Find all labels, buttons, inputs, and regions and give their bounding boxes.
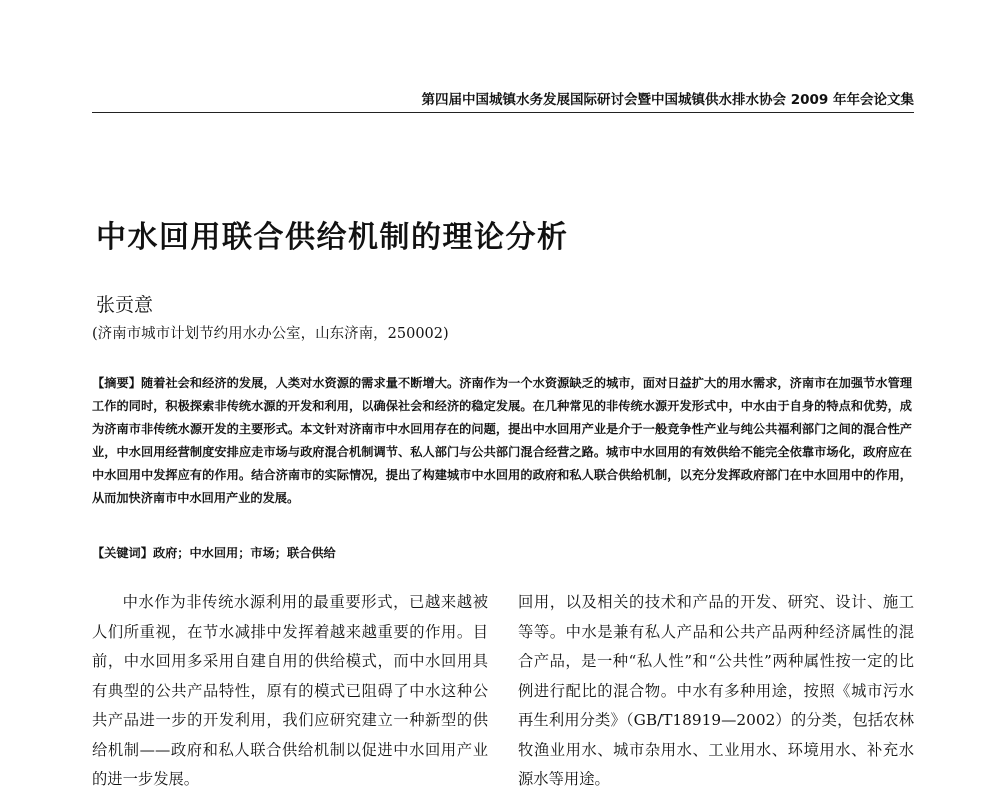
- body-right-column: 回用，以及相关的技术和产品的开发、研究、设计、施工等等。中水是兼有私人产品和公共产品两种经济属性的混合产品，是一种“私人性”和“公共性”两种属性按一定的比例进行配比的混合物。中水有多种用途，按照《城市污水再生利用分类》（GB/T18919—2002）的分类，包括农林牧渔业用水、城市杂用水、工业用水、环境用水、补充水源水等用途。: [518, 593, 914, 788]
- author-affiliation: (济南市城市计划节约用水办公室，山东济南，250002): [92, 326, 449, 342]
- keywords-label: 【关键词】: [92, 546, 153, 560]
- keywords: [92, 542, 912, 565]
- header-rule: [92, 112, 914, 113]
- abstract: [92, 372, 912, 510]
- abstract-label: 【摘要】: [92, 376, 141, 390]
- running-head: 第四届中国城镇水务发展国际研讨会暨中国城镇供水排水协会 2009 年年会论文集: [421, 92, 914, 108]
- abstract-text: 随着社会和经济的发展，人类对水资源的需求量不断增大。济南作为一个水资源缺乏的城市，面对日益扩大的用水需求，济南市在加强节水管理工作的同时，积极探索非传统水源的开发和利用，以确保社会和经济的稳定发展。在几种常见的非传统水源开发形式中，中水由于自身的特点和优势，成为济南市非传统水源开发的主要形式。本文针对济南市中水回用存在的问题，提出中水回用产业是介于一般竞争性产业与纯公共福利部门之间的混合性产业，中水回用经营制度安排应走市场与政府混合机制调节、私人部门与公共部门混合经营之路。城市中水回用的有效供给不能完全依靠市场化，政府应在中水回用中发挥应有的作用。结合济南市的实际情况，提出了构建城市中水回用的政府和私人联合供给机制，以充分发挥政府部门在中水回用中的作用，从而加快济南市中水回用产业的发展。: [92, 376, 913, 505]
- keywords-text: 政府；中水回用；市场；联合供给: [152, 546, 336, 560]
- paper-title: 中水回用联合供给机制的理论分析: [96, 220, 569, 255]
- body-left-column: 中水作为非传统水源利用的最重要形式，已越来越被人们所重视，在节水减排中发挥着越来越重要的作用。目前，中水回用多采用自建自用的供给模式，而中水回用具有典型的公共产品特性，原有的模式已阻碍了中水这种公共产品进一步的开发利用，我们应研究建立一种新型的供给机制——政府和私人联合供给机制以促进中水回用产业的进一步发展。: [92, 593, 488, 788]
- author-name: 张贡意: [96, 294, 154, 316]
